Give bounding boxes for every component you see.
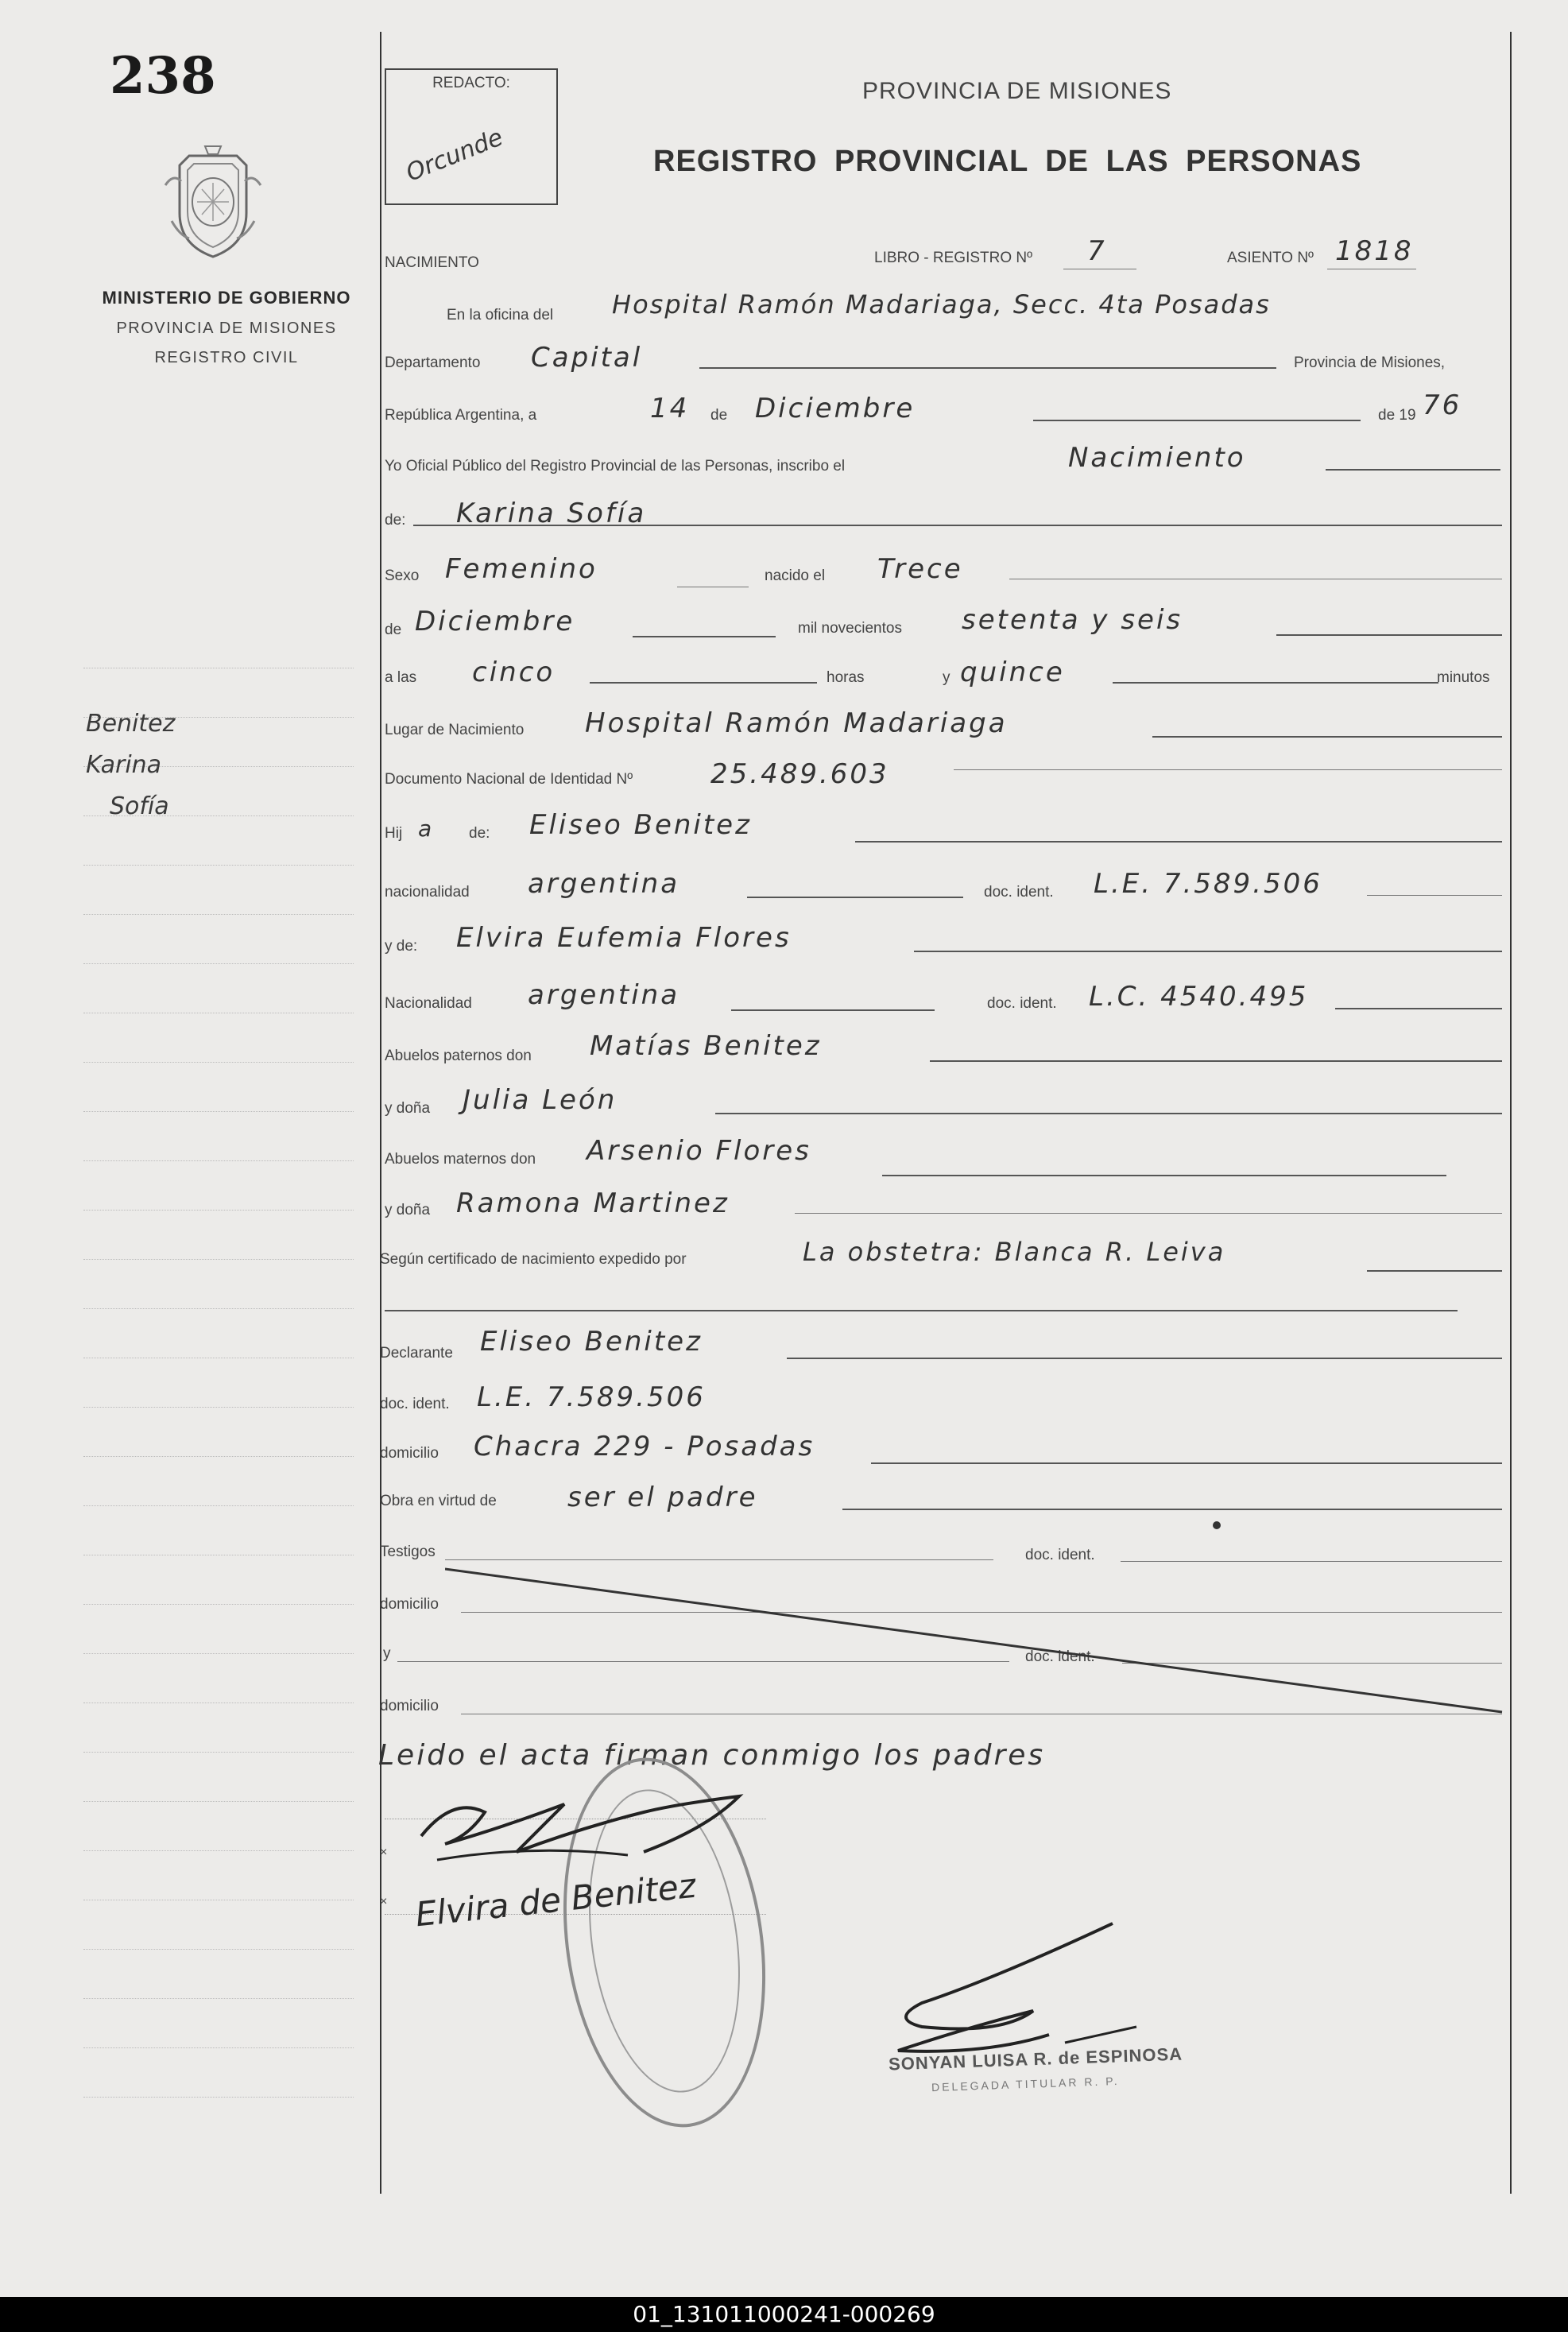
margin-annotation: [86, 703, 175, 827]
domicilio-rule: [871, 1462, 1502, 1464]
ab-mat2-rule: [795, 1213, 1502, 1214]
doc-ident3-label: doc. ident.: [380, 1396, 450, 1412]
certificado-value: La obstetra: Blanca R. Leiva: [803, 1237, 1226, 1267]
nac-madre-rule: [731, 1009, 935, 1011]
departamento-value: Capital: [531, 342, 643, 374]
ab-pat-label: Abuelos paternos don: [385, 1048, 532, 1064]
nacionalidad2-label: Nacionalidad: [385, 995, 472, 1012]
ink-dot: [1213, 1521, 1221, 1529]
asiento-label: ASIENTO Nº: [1227, 250, 1314, 266]
page-number: 238: [110, 46, 216, 106]
minutos-label: minutos: [1437, 669, 1490, 686]
margin-surname: Benitez: [86, 710, 176, 738]
ab-pat-rule: [930, 1060, 1502, 1062]
left-margin-rule: [380, 32, 381, 2194]
madre-value: Elvira Eufemia Flores: [456, 922, 792, 954]
horas-value: cinco: [472, 657, 556, 688]
dni-value: 25.489.603: [710, 758, 889, 790]
doc-padre-value: L.E. 7.589.506: [1094, 868, 1322, 900]
coat-of-arms-emblem: [157, 141, 269, 261]
oficina-label: En la oficina del: [447, 307, 554, 323]
domicilio-label: domicilio: [380, 1445, 439, 1462]
libro-label: LIBRO - REGISTRO Nº: [874, 250, 1033, 266]
yde-label: y de:: [385, 938, 418, 955]
ab-mat-value: Arsenio Flores: [587, 1135, 811, 1167]
de3-label: de: [385, 622, 402, 638]
nacionalidad-label: nacionalidad: [385, 884, 470, 901]
de-label: de: [710, 407, 728, 424]
inscribo-rule: [1326, 469, 1500, 471]
horas-rule: [590, 682, 817, 684]
doc-ident2-label: doc. ident.: [987, 995, 1057, 1012]
sexo-value: Femenino: [445, 553, 598, 585]
certificado-rule-2: [385, 1310, 1458, 1311]
signature-mark-2: ×: [380, 1895, 388, 1908]
nac-madre-value: argentina: [528, 979, 680, 1011]
hijo-label: Hij: [385, 825, 403, 842]
ab-mat-label: Abuelos maternos don: [385, 1151, 536, 1168]
sexo-label: Sexo: [385, 568, 420, 584]
ministry-header: [79, 288, 374, 367]
doc-ident-label: doc. ident.: [984, 884, 1054, 901]
obra-label: Obra en virtud de: [380, 1493, 497, 1509]
padre-rule: [855, 841, 1502, 843]
horas-label: horas: [827, 669, 865, 686]
mes2-rule: [633, 636, 776, 637]
madre-rule: [914, 951, 1502, 952]
domicilio2-label: domicilio: [380, 1596, 439, 1613]
official-signature: [874, 1916, 1208, 2067]
minutos-value: quince: [960, 657, 1065, 688]
departamento-label: Departamento: [385, 354, 481, 371]
alas-label: a las: [385, 669, 417, 686]
certificado-rule: [1367, 1270, 1502, 1272]
mes-value: Diciembre: [755, 393, 916, 424]
testigos-label: Testigos: [380, 1544, 436, 1560]
ab-mat2-value: Ramona Martinez: [456, 1187, 730, 1219]
testigos-rule: [445, 1559, 993, 1560]
dni-rule: [954, 769, 1502, 770]
oficial-label: Yo Oficial Público del Registro Provincial de las Personas, inscribo el: [385, 458, 846, 475]
ydona2-label: y doña: [385, 1202, 431, 1218]
testigos-strike-line: [445, 1566, 1510, 1717]
obra-rule: [842, 1509, 1502, 1510]
dni-label: Documento Nacional de Identidad Nº: [385, 771, 633, 788]
minutos-rule: [1113, 682, 1438, 684]
doc-padre-rule: [1367, 895, 1502, 896]
right-margin-rule: [1510, 32, 1512, 2194]
domicilio-value: Chacra 229 - Posadas: [474, 1431, 815, 1462]
doc-ident4-label: doc. ident.: [1025, 1547, 1095, 1563]
province-heading: PROVINCIA DE MISIONES: [862, 78, 1172, 104]
provincia-label: Provincia de Misiones,: [1294, 354, 1446, 371]
doc-madre-rule: [1335, 1008, 1502, 1009]
redacto-box: [385, 68, 558, 205]
domicilio3-label: domicilio: [380, 1698, 439, 1714]
ministry-title: MINISTERIO DE GOBIERNO: [102, 288, 351, 308]
asiento-value: 1818: [1335, 235, 1414, 267]
lugar-value: Hospital Ramón Madariaga: [585, 707, 1008, 739]
certificado-label: Según certificado de nacimiento expedido por: [380, 1251, 687, 1268]
anio-label: de 19: [1378, 407, 1416, 424]
anio-value: 76: [1423, 389, 1462, 421]
lugar-rule: [1152, 736, 1502, 738]
lugar-label: Lugar de Nacimiento: [385, 722, 525, 738]
doc-madre-value: L.C. 4540.495: [1089, 981, 1309, 1013]
ab-mat-rule: [882, 1175, 1446, 1176]
nacimiento-label: NACIMIENTO: [385, 254, 479, 271]
margin-second-name: Sofía: [110, 792, 169, 820]
ydona-label: y doña: [385, 1100, 431, 1117]
nac-padre-value: argentina: [528, 868, 680, 900]
doc-ident4-rule: [1121, 1561, 1502, 1562]
declarante-label: Declarante: [380, 1345, 453, 1362]
redacto-value: Orcunde: [402, 123, 507, 188]
nacido-value: Trece: [877, 553, 963, 585]
oficina-value: Hospital Ramón Madariaga, Secc. 4ta Posadas: [612, 289, 1271, 320]
departamento-rule: [699, 367, 1276, 369]
doc-ident5-label: doc. ident.: [1025, 1648, 1095, 1665]
ab-pat2-rule: [715, 1113, 1502, 1114]
margin-first-name: Karina: [86, 751, 162, 779]
nombre-rule: [413, 525, 1502, 526]
padre-value: Eliseo Benitez: [529, 809, 752, 841]
ab-pat2-value: Julia León: [463, 1084, 618, 1116]
delegado-stamp-title: DELEGADA TITULAR R. P.: [931, 2074, 1120, 2094]
signature-mark-1: ×: [380, 1846, 388, 1859]
de2-label: de:: [385, 512, 406, 529]
dia-value: 14: [650, 393, 690, 424]
delegado-stamp-name: SONYAN LUISA R. de ESPINOSA: [888, 2043, 1183, 2074]
father-signature: [405, 1780, 779, 1876]
fecha-rule: [1033, 420, 1361, 421]
anio-texto-rule: [1276, 634, 1502, 636]
declarante-rule: [787, 1358, 1502, 1359]
doc-declarante-value: L.E. 7.589.506: [477, 1381, 706, 1413]
republica-label: República Argentina, a: [385, 407, 537, 424]
leida-value: Leido el acta firman conmigo los padres: [378, 1739, 1046, 1772]
anio-texto-value: setenta y seis: [962, 604, 1183, 636]
nac-padre-rule: [747, 897, 963, 898]
registry-title: REGISTRO PROVINCIAL DE LAS PERSONAS: [653, 145, 1362, 178]
hijo-suffix: a: [418, 815, 435, 842]
ministry-province: PROVINCIA DE MISIONES: [116, 320, 337, 337]
margin-dotted-lines: [83, 668, 354, 2146]
nombre-value: Karina Sofía: [456, 498, 647, 529]
obra-value: ser el padre: [567, 1482, 758, 1513]
redacto-label: REDACTO:: [432, 75, 510, 91]
y-label: y: [943, 669, 950, 686]
hijo-de-label: de:: [469, 825, 490, 842]
mil-label: mil novecientos: [798, 620, 902, 637]
mother-signature: Elvira de Benitez: [413, 1865, 698, 1935]
ministry-registry: REGISTRO CIVIL: [154, 349, 299, 366]
mes2-value: Diciembre: [415, 606, 575, 637]
nacido-label: nacido el: [765, 568, 826, 584]
declarante-value: Eliseo Benitez: [480, 1326, 703, 1358]
y2-label: y: [383, 1645, 391, 1662]
scan-id-footer: 01_131011000241-000269: [0, 2297, 1568, 2332]
inscribo-value: Nacimiento: [1068, 442, 1246, 474]
libro-value: 7: [1087, 235, 1107, 267]
ab-pat-value: Matías Benitez: [590, 1030, 822, 1062]
